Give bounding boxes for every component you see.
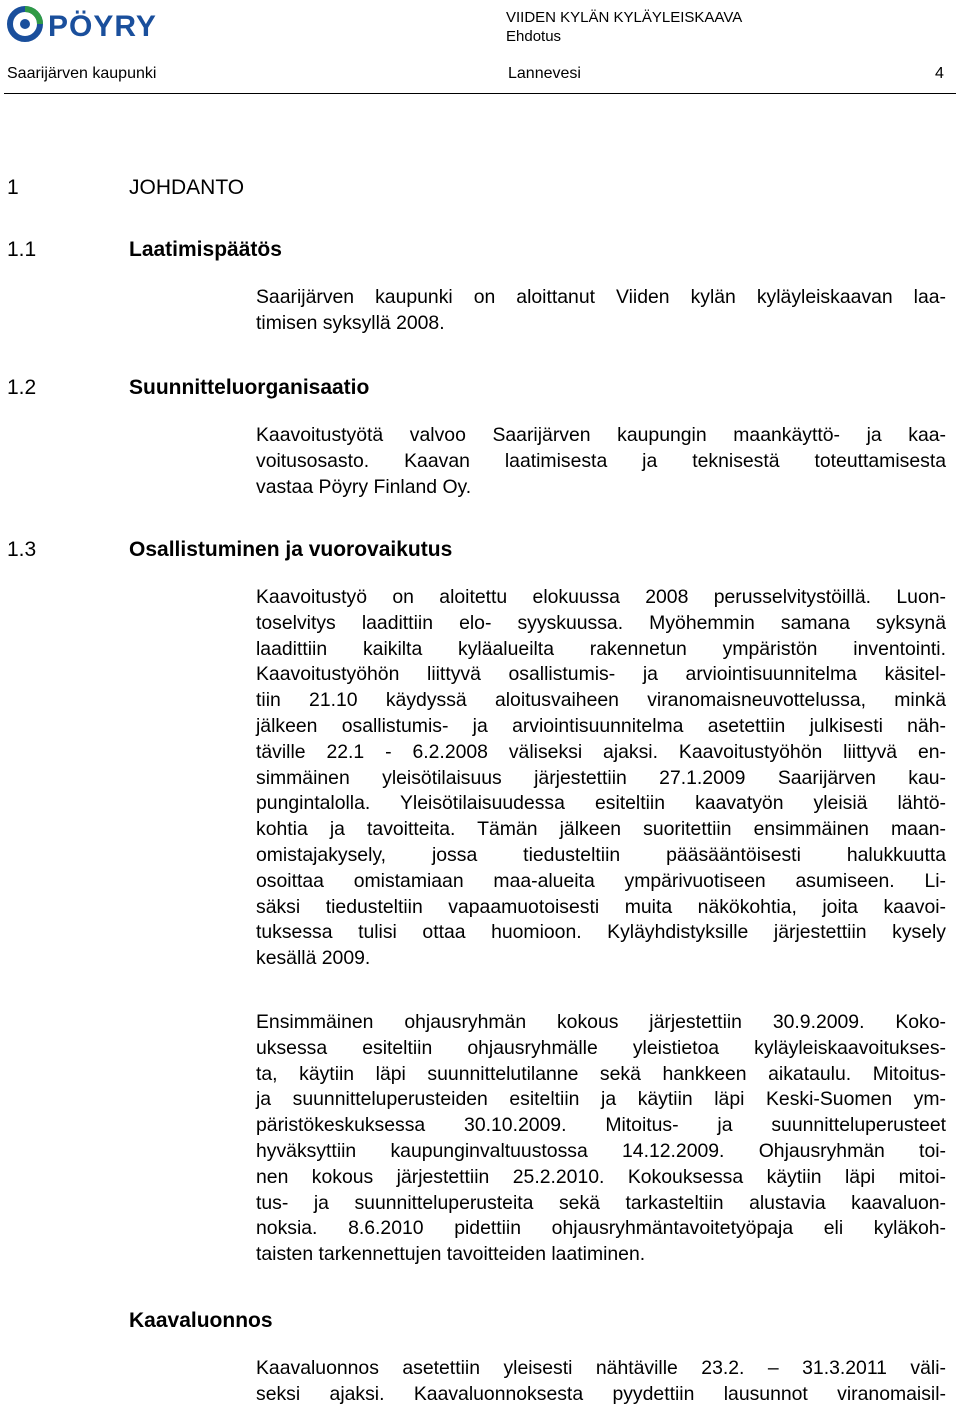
text-line: hyväksyttiin kaupunginvaltuustossa 14.12.2009. Ohjausryhmän toi- [256,1139,946,1162]
header-divider [4,93,956,94]
text-line: osoittaa omistamiaan maa-alueita ympärivuotiseen asumiseen. Li- [256,869,946,892]
text-line: päristökeskuksessa 30.10.2009. Mitoitus- ja suunnitteluperusteet [256,1114,946,1137]
text-line: laadittiin kaikilta kyläalueilta rakennetun ympäristön inventointi. [256,637,946,660]
text-line: pungintalolla. Yleisötilaisuudessa esiteltiin kaavatyön yleisiä lähtö- [256,792,946,815]
section-number: 1.3 [7,538,37,561]
text-line: Ensimmäinen ohjausryhmän kokous järjestettiin 30.9.2009. Koko- [256,1011,946,1033]
text-line: Kaavoitustyötä valvoo Saarijärven kaupungin maankäyttö- ja kaa- [256,424,946,446]
page-number: 4 [935,65,944,82]
text-line: timisen syksyllä 2008. [256,311,445,334]
document-header [506,8,742,46]
section-title: Laatimispäätös [129,238,282,261]
section-number: 1 [7,176,19,199]
text-line: toselvitys laadittiin elo- syyskuussa. Myöhemmin samana syksynä [256,611,946,634]
text-line: jälkeen osallistumis- ja arviointisuunnitelma asetettiin julkisesti näh- [256,714,946,737]
section-number: 1.1 [7,238,37,261]
text-line: Kaavoitustyö on aloitettu elokuussa 2008 perusselvitystöillä. Luon- [256,586,946,608]
text-line: seksi ajaksi. Kaavaluonnoksesta pyydettiin lausunnot viranomaisil- [256,1382,946,1405]
section-number: 1.2 [7,376,37,399]
text-line: Kaavaluonnos asetettiin yleisesti nähtäville 23.2. – 31.3.2011 väli- [256,1357,946,1379]
text-line: taisten tarkennettujen tavoitteiden laatiminen. [256,1243,646,1266]
text-line: simmäinen yleisötilaisuus järjestettiin 27.1.2009 Saarijärven kau- [256,766,946,789]
section-title: Osallistuminen ja vuorovaikutus [129,538,453,561]
text-line: omistajakysely, jossa tiedusteltiin pääsääntöisesti halukkuutta [256,843,946,866]
location-name: Lannevesi [508,65,581,82]
paragraph-osallistuminen [256,585,946,972]
logo-wordmark: PÖYRY [48,10,157,43]
poyry-logo [6,4,196,44]
text-line: tuksessa tulisi ottaa huomioon. Kyläyhdistyksille järjestettiin kysely [256,921,946,944]
paragraph-kaavaluonnos [256,1356,946,1408]
text-line: tus- ja suunnitteluperusteita sekä tarkasteltiin alustavia kaavaluon- [256,1191,946,1214]
section-title: Suunnitteluorganisaatio [129,376,370,399]
paragraph-laatimispaatos [256,285,946,337]
text-line: ja suunnitteluperusteiden esiteltiin ja käytiin läpi Keski-Suomen ym- [256,1088,946,1111]
text-line: kesällä 2009. [256,947,371,970]
text-line: Saarijärven kaupunki on aloittanut Viiden kylän kyläyleiskaavan laa- [256,286,946,308]
text-line: vastaa Pöyry Finland Oy. [256,475,472,498]
text-line: uksessa esiteltiin ohjausryhmälle yleistietoa kyläyleiskaavoitukses- [256,1036,946,1059]
text-line: säksi tiedusteltiin vapaamuotoisesti muita näkökohtia, joita kaavoi- [256,895,946,918]
text-line: täville 22.1 - 6.2.2008 väliseksi ajaksi. Kaavoitustyöhön liittyvä en- [256,740,946,763]
text-line: kohtia ja tavoitteita. Tämän jälkeen suoritettiin ensimmäinen maan- [256,818,946,841]
client-name: Saarijärven kaupunki [7,65,157,82]
text-line: Kaavoitustyöhön liittyvä osallistumis- ja arviointisuunnitelma käsitel- [256,663,946,686]
text-line: voitusosasto. Kaavan laatimisesta ja teknisestä toteuttamisesta [256,449,946,472]
text-line: ta, käytiin läpi suunnittelutilanne sekä hankkeen aikataulu. Mitoitus- [256,1062,946,1085]
text-line: nen kokous järjestettiin 25.2.2010. Kokouksessa käytiin läpi mitoi- [256,1165,946,1188]
paragraph-ohjausryhma [256,1010,946,1268]
poyry-logo-graphic [6,4,196,44]
subheading-kaavaluonnos: Kaavaluonnos [129,1309,273,1332]
section-title: JOHDANTO [129,176,245,199]
document-title: VIIDEN KYLÄN KYLÄYLEISKAAVA [506,9,743,26]
text-line: noksia. 8.6.2010 pidettiin ohjausryhmäntavoitetyöpaja eli kyläkoh- [256,1217,946,1240]
paragraph-suunnitteluorganisaatio [256,423,946,500]
document-status: Ehdotus [506,28,562,45]
text-line: tiin 21.10 käydyssä aloitusvaiheen viranomaisneuvottelussa, minkä [256,689,946,712]
